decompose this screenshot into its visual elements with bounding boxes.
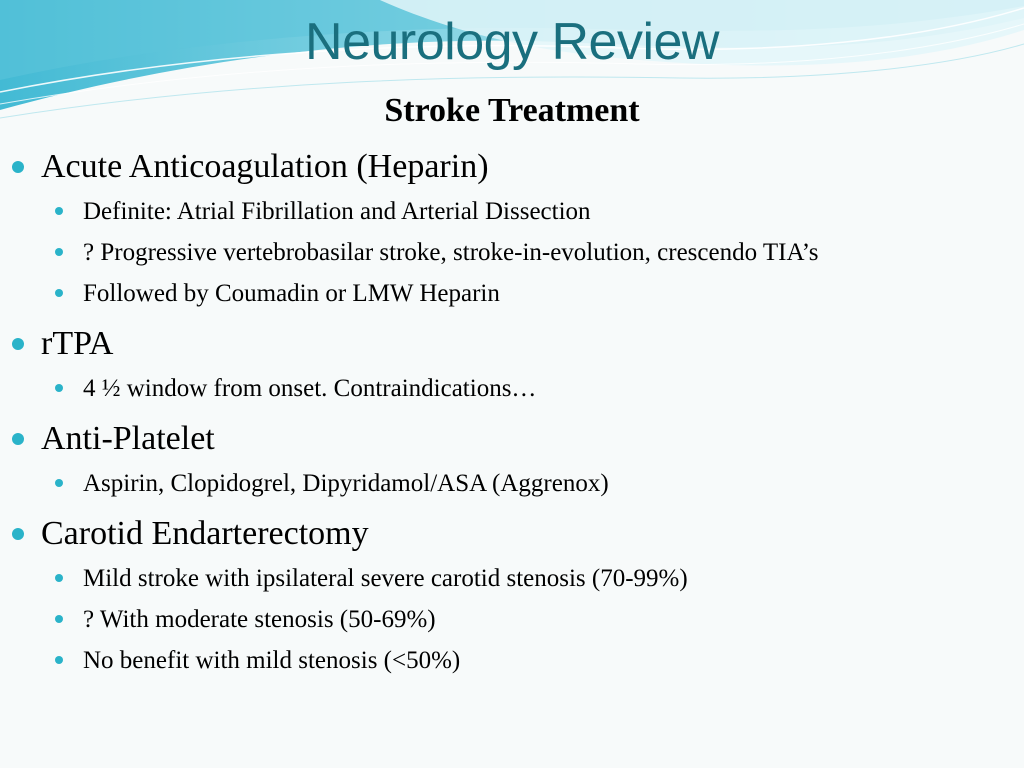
bullet-carotid-endarterectomy: Carotid Endarterectomy <box>12 513 1012 555</box>
sub-bullet-item: Followed by Coumadin or LMW Heparin <box>12 273 1012 314</box>
sub-bullet-list <box>12 191 1012 314</box>
sub-bullet-item: No benefit with mild stenosis (<50%) <box>12 640 1012 681</box>
slide-title: Neurology Review <box>305 13 719 71</box>
bullet-content <box>12 146 1012 690</box>
sub-bullet-item: Aspirin, Clopidogrel, Dipyridamol/ASA (Aggrenox) <box>12 463 1012 504</box>
sub-bullet-item: 4 ½ window from onset. Contraindications… <box>12 368 1012 409</box>
bullet-anti-platelet: Anti-Platelet <box>12 418 1012 460</box>
slide-subtitle: Stroke Treatment <box>384 92 640 129</box>
sub-bullet-list <box>12 558 1012 681</box>
sub-bullet-item: Definite: Atrial Fibrillation and Arterial Dissection <box>12 191 1012 232</box>
bullet-rtpa: rTPA <box>12 323 1012 365</box>
sub-bullet-list <box>12 463 1012 504</box>
sub-bullet-item: ? With moderate stenosis (50-69%) <box>12 599 1012 640</box>
sub-bullet-list <box>12 368 1012 409</box>
sub-bullet-item: ? Progressive vertebrobasilar stroke, stroke-in-evolution, crescendo TIA’s <box>12 232 1012 273</box>
bullet-acute-anticoagulation: Acute Anticoagulation (Heparin) <box>12 146 1012 188</box>
sub-bullet-item: Mild stroke with ipsilateral severe carotid stenosis (70-99%) <box>12 558 1012 599</box>
